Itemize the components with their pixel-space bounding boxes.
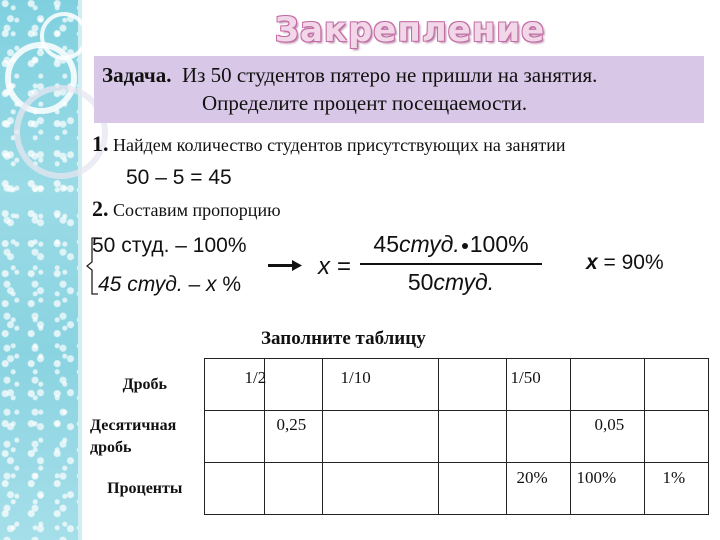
task-line-2: Определите процент посещаемости.	[202, 91, 528, 115]
formula-denominator	[360, 269, 542, 296]
table-cell[interactable]	[644, 411, 708, 463]
arrow-right-icon	[268, 258, 302, 272]
cell-value: 1/50	[510, 368, 541, 387]
table-cell[interactable]	[438, 411, 506, 463]
table-cell[interactable]	[322, 411, 438, 463]
proportion-line-2-suffix: %	[216, 273, 242, 296]
table-cell[interactable]	[506, 411, 570, 463]
step-number: 2.	[92, 196, 109, 221]
numerator-unit: студ.	[399, 231, 460, 257]
result-value: = 90%	[597, 251, 664, 274]
denominator-value: 50	[407, 269, 434, 295]
cell-value: 1%	[662, 468, 686, 487]
cell-value: 0,25	[276, 415, 307, 434]
table-cell[interactable]	[322, 463, 438, 515]
table-cell[interactable]	[264, 359, 322, 411]
table-row	[86, 463, 708, 515]
fraction-line	[360, 263, 542, 265]
step-text: Составим пропорцию	[113, 200, 281, 220]
formula-numerator	[360, 231, 542, 258]
side-strip-border	[78, 0, 82, 540]
step-text: Найдем количество студентов присутствующих на занятии	[113, 135, 566, 155]
task-text-1: Из 50 студентов пятеро не пришли на занятия.	[181, 63, 598, 87]
proportion-line-2	[98, 273, 241, 297]
table-cell[interactable]	[570, 463, 644, 515]
slide-title: Закрепление	[274, 10, 546, 50]
cell-value: 20%	[516, 468, 548, 487]
table-cell[interactable]	[570, 411, 644, 463]
step-2	[92, 196, 281, 222]
table-cell[interactable]	[264, 463, 322, 515]
table-cell[interactable]	[644, 463, 708, 515]
conversion-table	[86, 358, 709, 515]
proportion-line-2-italic: 45 студ. – x	[98, 273, 217, 296]
proportion-line-1: 50 студ. – 100%	[92, 234, 247, 257]
table-cell[interactable]	[322, 359, 438, 411]
table-heading: Заполните таблицу	[261, 328, 426, 349]
table-cell[interactable]	[264, 411, 322, 463]
multiplication-dot-icon	[462, 243, 468, 249]
table-cell[interactable]	[204, 463, 264, 515]
result-variable: x	[586, 251, 598, 274]
table-row	[86, 359, 708, 411]
task-box	[94, 56, 704, 123]
cell-value: 1/10	[340, 368, 371, 387]
table-cell[interactable]	[506, 359, 570, 411]
row-label-percent: Проценты	[107, 479, 183, 497]
task-label: Задача.	[102, 63, 172, 87]
cell-value: 100%	[576, 468, 617, 487]
table-cell[interactable]	[644, 359, 708, 411]
table-cell[interactable]	[438, 463, 548, 515]
table-cell[interactable]	[204, 411, 264, 463]
table-cell[interactable]	[204, 359, 267, 411]
table-cell[interactable]	[438, 359, 506, 411]
step-number: 1.	[92, 131, 109, 156]
decorative-ring	[40, 12, 88, 60]
result	[586, 251, 664, 275]
table-cell[interactable]	[570, 359, 644, 411]
numerator-value: 45	[373, 231, 399, 257]
cell-value: 1/2	[244, 368, 267, 387]
subtraction-calculation: 50 – 5 = 45	[126, 166, 232, 189]
denominator-unit: студ.	[433, 269, 495, 295]
step-1	[92, 131, 566, 157]
table-row	[86, 411, 708, 463]
formula-lhs: x =	[318, 253, 351, 280]
row-label-decimal: Десятичная дробь	[90, 416, 177, 456]
task-line-1	[102, 63, 597, 88]
row-label-fraction: Дробь	[122, 375, 167, 393]
numerator-percent: 100%	[469, 231, 529, 257]
table-cell[interactable]	[506, 463, 570, 515]
cell-value: 0,05	[594, 415, 625, 434]
